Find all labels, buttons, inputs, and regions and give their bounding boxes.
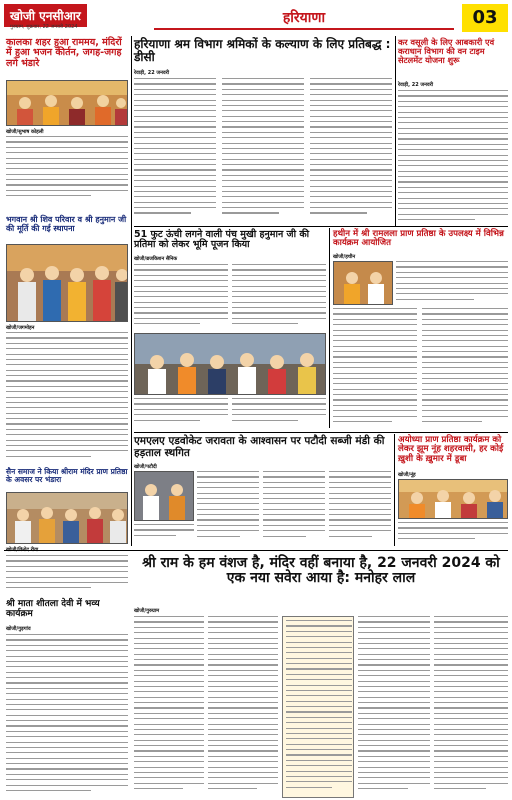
horizontal-rule <box>134 226 508 227</box>
headline-labour: हरियाणा श्रम विभाग श्रमिकों के कल्याण के लिए प्रतिबद्ध : डीसी <box>134 37 391 65</box>
headline-hanuman: 51 फुट ऊंची लगने वाली पंच मुखी हनुमान जी की प्रतिमा को लेकर भूमि पूजन किया <box>134 229 310 251</box>
byline-lead: खोजी/गुरुग्राम <box>134 608 160 614</box>
headline-kalka: कालका शहर हुआ राममय, मंदिरों में हुआ भजन कीर्तन, जगह-जगह लगे भंडारे <box>6 37 122 69</box>
body-mla-col1 <box>197 471 259 543</box>
body-kalka <box>6 136 128 212</box>
body-labour-col3 <box>310 78 392 218</box>
page-number: 03 <box>462 4 508 32</box>
body-mla-col0 <box>134 524 194 544</box>
headline-ayodhya: अयोध्या प्राण प्रतिष्ठा कार्यक्रम को लेकर झूम नूंह शहरवासी, हर कोई ख़ुशी के ख़ुमार में डूबा <box>398 435 504 464</box>
photo-ayodhya <box>398 479 508 519</box>
body-lead-quote <box>286 620 352 796</box>
body-lead-col3 <box>358 616 430 798</box>
byline-labour: रेवाड़ी, 22 जनवरी <box>134 70 170 76</box>
brand-logo: खोजी एनसीआर <box>4 4 87 27</box>
byline-havan: खोजी/हथीन <box>333 254 356 260</box>
section-header <box>154 4 454 30</box>
horizontal-rule <box>134 432 508 433</box>
headline-shiv: भगवान श्री शिव परिवार व श्री हनुमान जी की मूर्ति की गई स्थापना <box>6 215 127 233</box>
masthead <box>4 4 508 34</box>
byline-mla: खोजी/पटौदी <box>134 464 157 470</box>
headline-havan: हथीन में श्री रामलला प्राण प्रतिष्ठा के उपलक्ष्य में विभिन्न कार्यक्रम आयोजित <box>333 229 504 249</box>
byline-hanuman: खोजी/ब्रजकिशन सैनिक <box>134 256 178 262</box>
photo-sai <box>6 492 128 544</box>
column-rule <box>329 228 330 428</box>
body-lead-col2 <box>208 616 278 798</box>
body-havan-col2 <box>333 308 417 428</box>
section-title: हरियाणा <box>282 10 326 26</box>
headline-sai: सैन समाज ने किया श्रीराम मंदिर प्राण प्रतिष्ठा के अवसर पर भंडारा <box>6 467 128 485</box>
byline-sheetla: खोजी/गुड़गांव <box>6 626 31 632</box>
photo-havan <box>333 261 393 305</box>
body-havan-col3 <box>422 308 508 428</box>
horizontal-rule <box>4 550 508 551</box>
body-mla-col2 <box>263 471 325 543</box>
byline-shiv: खोजी/जगमोहन <box>6 325 35 331</box>
headline-tax: कर वसूली के लिए आबकारी एवं कराधान विभाग की वन टाइम सेटलमेंट योजना शुरू <box>398 37 495 66</box>
body-shiv <box>6 332 128 462</box>
body-hanuman-col4 <box>232 398 326 428</box>
photo-kalka <box>6 80 128 126</box>
byline-tax: रेवाड़ी, 22 जनवरी <box>398 82 434 88</box>
body-havan-col1 <box>396 261 508 305</box>
headline-mla: एमएलए एडवोकेट जरावता के आश्वासन पर पटौदी सब्जी मंडी की हड़ताल स्थगित <box>134 435 385 459</box>
column-rule <box>131 36 132 546</box>
headline-lead: श्री राम के हम वंशज है, मंदिर वहीं बनाया है, 22 जनवरी 2024 को एक नया सवेरा आया है: मनोहर लाल <box>142 555 500 587</box>
body-labour-col1 <box>134 78 216 218</box>
masthead-brand-block <box>4 4 154 34</box>
body-tax <box>398 90 508 224</box>
byline-kalka: खोजी/सुभाष कोहली <box>6 129 44 135</box>
photo-shiv <box>6 244 128 322</box>
headline-sheetla: श्री माता शीतला देवी में भव्य कार्यक्रम <box>6 599 100 619</box>
byline-ayodhya: खोजी/नूंह <box>398 472 416 478</box>
column-rule <box>395 36 396 226</box>
body-sheetla <box>6 634 128 798</box>
lead-quote-box <box>282 616 354 798</box>
body-hanuman-col1 <box>134 264 228 330</box>
column-rule <box>394 434 395 546</box>
body-lead-col1 <box>134 616 204 798</box>
body-hanuman-col3 <box>134 398 228 428</box>
body-sai <box>6 555 128 595</box>
body-labour-col2 <box>222 78 304 218</box>
dateline: गुरुग्राम, शुक्रवार, 22 जनवरी 2024 <box>10 24 78 30</box>
photo-mla <box>134 471 194 521</box>
body-hanuman-col2 <box>232 264 326 330</box>
body-ayodhya <box>398 522 508 546</box>
body-lead-col4 <box>434 616 508 798</box>
body-mla-col3 <box>329 471 391 543</box>
photo-hanuman <box>134 333 326 395</box>
